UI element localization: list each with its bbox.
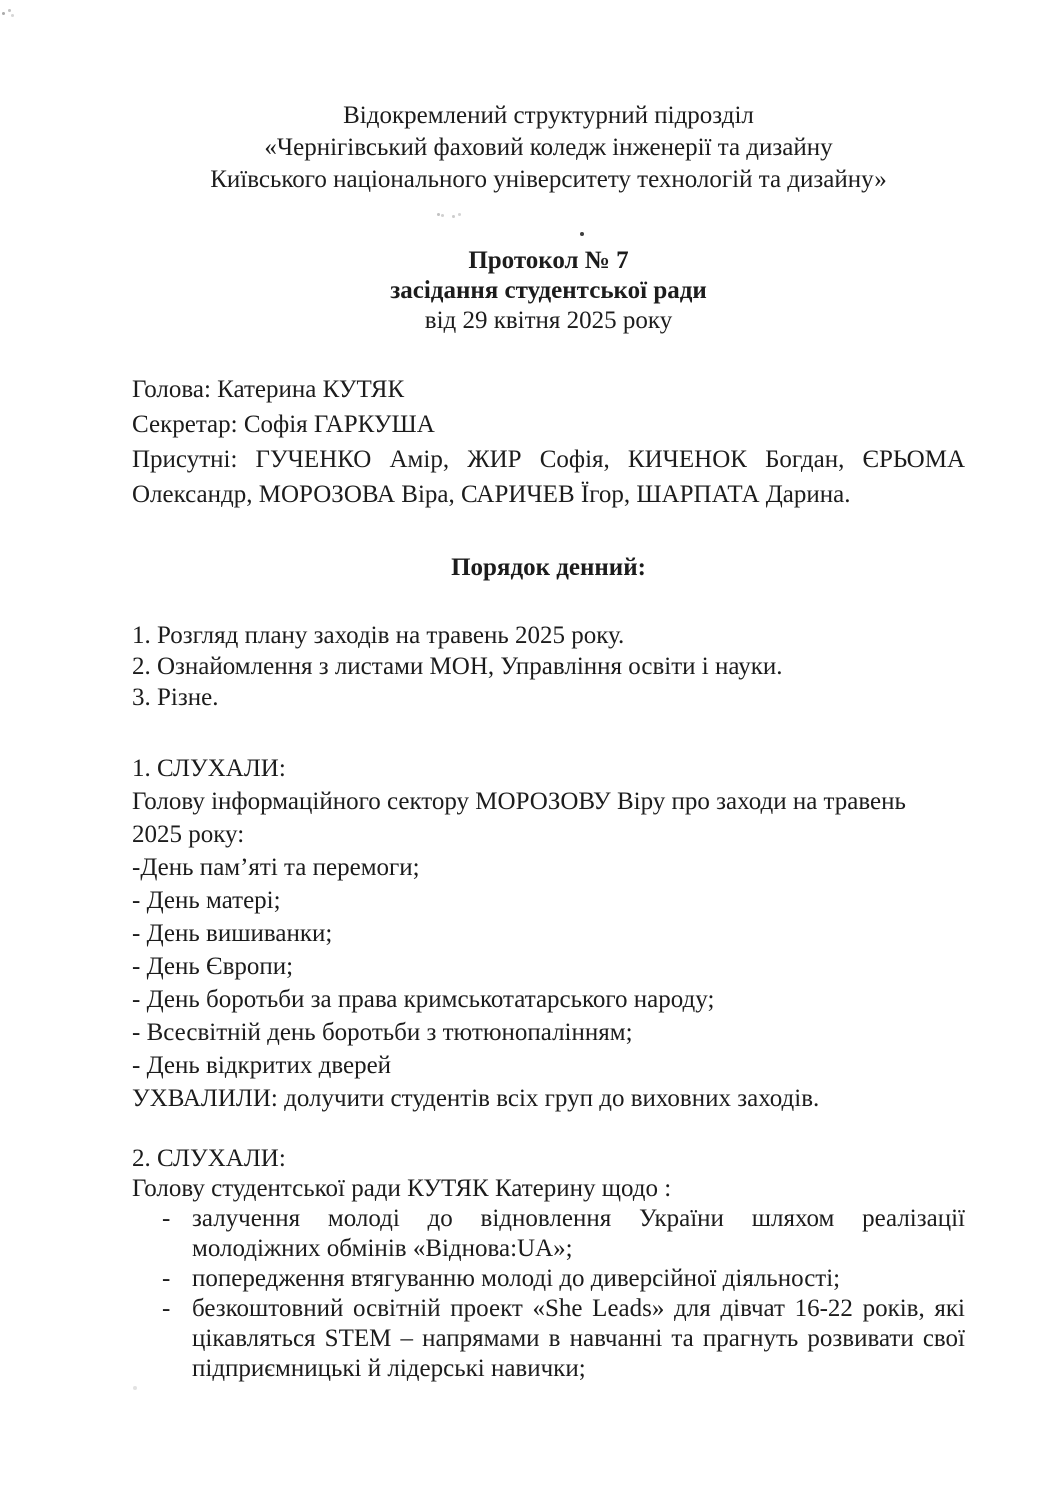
bullet-line: безкоштовний освітній проект «She Leads» для дівчат 16-22 років, які — [192, 1295, 965, 1322]
bullet-line: попередження втягуванню молоді до диверсійної діяльності; — [192, 1265, 841, 1292]
meeting-name: засідання студентської ради — [390, 277, 707, 304]
bullet-line: залучення молоді до відновлення України шляхом реалізації — [192, 1205, 965, 1232]
agenda-heading: Порядок денний: — [451, 554, 646, 581]
section-1-heading: 1. СЛУХАЛИ: — [132, 755, 286, 782]
bullet-line: молодіжних обмінів «Віднова:UA»; — [192, 1235, 573, 1262]
section-1 — [132, 752, 965, 1115]
section-1-intro-line-1: Голову інформаційного сектору МОРОЗОВУ Віру про заходи на травень — [132, 788, 906, 815]
bullet-dash: - — [162, 1265, 171, 1292]
section-2 — [132, 1144, 965, 1384]
institution-line-1: Відокремлений структурний підрозділ — [343, 102, 754, 129]
scan-artifact-dot — [580, 232, 584, 236]
event-item: -День пам’яті та перемоги; — [132, 854, 420, 881]
event-item: - День матері; — [132, 887, 281, 914]
bullet-line: цікавляться STEM – напрямами в навчанні та прагнуть розвивати свої — [192, 1325, 965, 1352]
scan-artifact-low — [133, 1386, 137, 1390]
agenda-list — [132, 620, 965, 713]
bullet-item — [132, 1294, 965, 1384]
event-item: - День боротьби за права кримськотатарського народу; — [132, 986, 715, 1013]
bullet-dash: - — [162, 1295, 171, 1322]
section-2-heading: 2. СЛУХАЛИ: — [132, 1145, 286, 1172]
section-1-intro-line-2: 2025 року: — [132, 821, 245, 848]
bullet-dash: - — [162, 1205, 171, 1232]
bullet-item — [132, 1264, 965, 1294]
event-item: - День вишиванки; — [132, 920, 333, 947]
institution-line-3: Київського національного університету технологій та дизайну» — [210, 166, 887, 193]
meeting-date: від 29 квітня 2025 року — [424, 307, 673, 334]
scan-artifact-smudge — [437, 213, 440, 216]
agenda-item: 2. Ознайомлення з листами МОН, Управління освіти і науки. — [132, 653, 783, 680]
institution-line-2: «Чернігівський фаховий коледж інженерії та дизайну — [264, 134, 833, 161]
officers-block — [132, 372, 965, 512]
document-title — [132, 246, 965, 336]
section-1-resolution: УХВАЛИЛИ: долучити студентів всіх груп до виховних заходів. — [132, 1085, 820, 1112]
event-item: - Всесвітній день боротьби з тютюнопалінням; — [132, 1019, 633, 1046]
event-item: - День Європи; — [132, 953, 294, 980]
present-line-1: Присутні: ГУЧЕНКО Амір, ЖИР Софія, КИЧЕНОК Богдан, ЄРЬОМА — [132, 446, 965, 473]
protocol-number: Протокол № 7 — [468, 247, 629, 274]
bullet-line: підприємницькі й лідерські навички; — [192, 1355, 586, 1382]
agenda-item: 1. Розгляд плану заходів на травень 2025 року. — [132, 622, 625, 649]
present-line-2: Олександр, МОРОЗОВА Віра, САРИЧЕВ Їгор, ШАРПАТА Дарина. — [132, 481, 851, 508]
section-2-intro: Голову студентської ради КУТЯК Катерину щодо : — [132, 1175, 672, 1202]
institution-header — [132, 100, 965, 196]
chair-line: Голова: Катерина КУТЯК — [132, 376, 405, 403]
scan-artifact-corner — [2, 12, 5, 15]
agenda-item: 3. Різне. — [132, 684, 219, 711]
event-item: - День відкритих дверей — [132, 1052, 392, 1079]
bullet-item — [132, 1204, 965, 1264]
secretary-line: Секретар: Софія ГАРКУША — [132, 411, 435, 438]
